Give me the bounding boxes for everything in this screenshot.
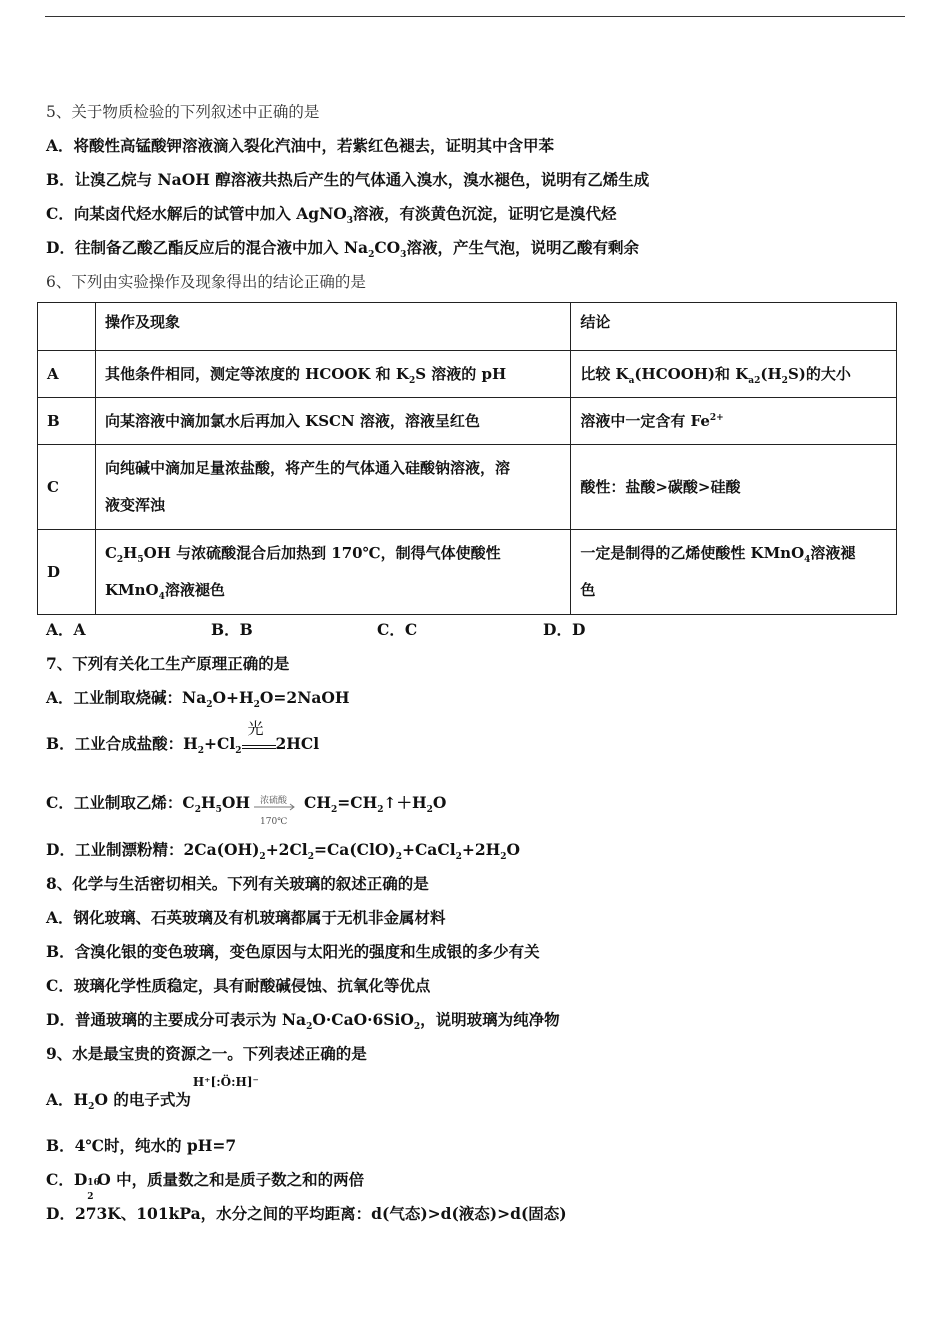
q9-option-b: B．4℃时，纯水的 pH=7	[46, 1136, 237, 1155]
table-row	[38, 530, 897, 615]
q8-option-a: A．钢化玻璃、石英玻璃及有机玻璃都属于无机非金属材料	[46, 908, 446, 927]
q5-option-d: D．往制备乙酸乙酯反应后的混合液中加入 $Na_2CO_3$溶液，产生气泡，说明乙酸有剩余	[46, 238, 639, 261]
q9-option-c: C．D 16 2 O 中，质量数之和是质子数之和的两倍	[46, 1170, 365, 1202]
q7-option-c: C．工业制取乙烯：$C_2H_5OH$ 浓硫酸 170℃ $CH_2=CH_2↑+H_2O$	[46, 793, 447, 827]
q8-option-b: B．含溴化银的变色玻璃，变色原因与太阳光的强度和生成银的多少有关	[46, 942, 540, 961]
table-row	[38, 351, 897, 398]
q9-option-d: D．273K、101kPa，水分之间的平均距离：d(气态)>d(液态)>d(固态)	[46, 1204, 567, 1223]
table-cell: 一定是制得的乙烯使酸性 KMnO$_4$溶液褪 色	[571, 530, 897, 615]
q6-stem: 6、下列由实验操作及现象得出的结论正确的是	[46, 273, 366, 291]
q7-stem: 7、下列有关化工生产原理正确的是	[46, 654, 290, 673]
q6-option-d: D．D	[543, 620, 586, 639]
table-row	[38, 445, 897, 530]
q5-option-b: B．让溴乙烷与 NaOH 醇溶液共热后产生的气体通入溴水，溴水褪色，说明有乙烯生成	[46, 170, 650, 189]
table-header-cell: 结论	[571, 303, 897, 351]
q6-option-a: A．A	[46, 620, 86, 639]
q9-stem: 9、水是最宝贵的资源之一。下列表述正确的是	[46, 1044, 367, 1063]
table-cell: 溶液中一定含有 $Fe^{2+}$	[571, 398, 897, 445]
table-cell: 向纯碱中滴加足量浓盐酸，将产生的气体通入硅酸钠溶液，溶 液变浑浊	[95, 445, 570, 530]
electron-formula: H⁺[:Ö:H]⁻	[192, 1075, 259, 1089]
q7-option-a: A．工业制取烧碱：$Na_2O+H_2O=2NaOH$	[46, 688, 350, 711]
double-bar-equals: 光	[242, 736, 276, 749]
table-header-cell	[38, 303, 96, 351]
q5-option-a: A．将酸性高锰酸钾溶液滴入裂化汽油中，若紫红色褪去，证明其中含甲苯	[46, 136, 555, 155]
q6-option-c: C．C	[377, 620, 418, 639]
q7-option-d: D．工业制漂粉精：$2Ca(OH)_2+2Cl_2=Ca(ClO)_2+CaCl_2+2H_2O$	[46, 840, 521, 863]
q5-stem: 5、关于物质检验的下列叙述中正确的是	[46, 103, 320, 121]
q6-table	[37, 302, 897, 615]
row-label: B	[38, 398, 96, 445]
arrow-icon	[254, 803, 298, 811]
table-cell: $C_2H_5OH$ 与浓硫酸混合后加热到 170℃，制得气体使酸性 KMnO$_4$溶液褪色	[95, 530, 570, 615]
table-header-cell: 操作及现象	[95, 303, 570, 351]
q5-option-c: C．向某卤代烃水解后的试管中加入 AgNO$_3$溶液，有淡黄色沉淀，证明它是溴代烃	[46, 204, 617, 227]
q6-option-b: B．B	[211, 620, 253, 639]
row-label: A	[38, 351, 96, 398]
table-cell: 酸性：盐酸>碳酸>硅酸	[571, 445, 897, 530]
q8-option-d: D．普通玻璃的主要成分可表示为 $Na_2O\cdot CaO\cdot 6SiO_2$，说明玻璃为纯净物	[46, 1010, 560, 1033]
table-row	[38, 398, 897, 445]
table-cell: 其他条件相同，测定等浓度的 HCOOK 和 $K_2S$ 溶液的 pH	[95, 351, 570, 398]
table-cell: 比较 $K_a(HCOOH)$和 $K_{a2}(H_2S)$的大小	[571, 351, 897, 398]
q8-option-c: C．玻璃化学性质稳定，具有耐酸碱侵蚀、抗氧化等优点	[46, 976, 431, 995]
table-row	[38, 303, 897, 351]
q9-option-a: A．$H_2O$ 的电子式为H⁺[:Ö:H]⁻	[46, 1090, 259, 1110]
table-cell: 向某溶液中滴加氯水后再加入 KSCN 溶液，溶液呈红色	[95, 398, 570, 445]
row-label: D	[38, 530, 96, 615]
q8-stem: 8、化学与生活密切相关。下列有关玻璃的叙述正确的是	[46, 874, 429, 893]
q7-option-b: B．工业合成盐酸：$H_2+Cl_2$ 光 2HCl	[46, 719, 320, 757]
header-rule	[45, 16, 905, 17]
row-label: C	[38, 445, 96, 530]
